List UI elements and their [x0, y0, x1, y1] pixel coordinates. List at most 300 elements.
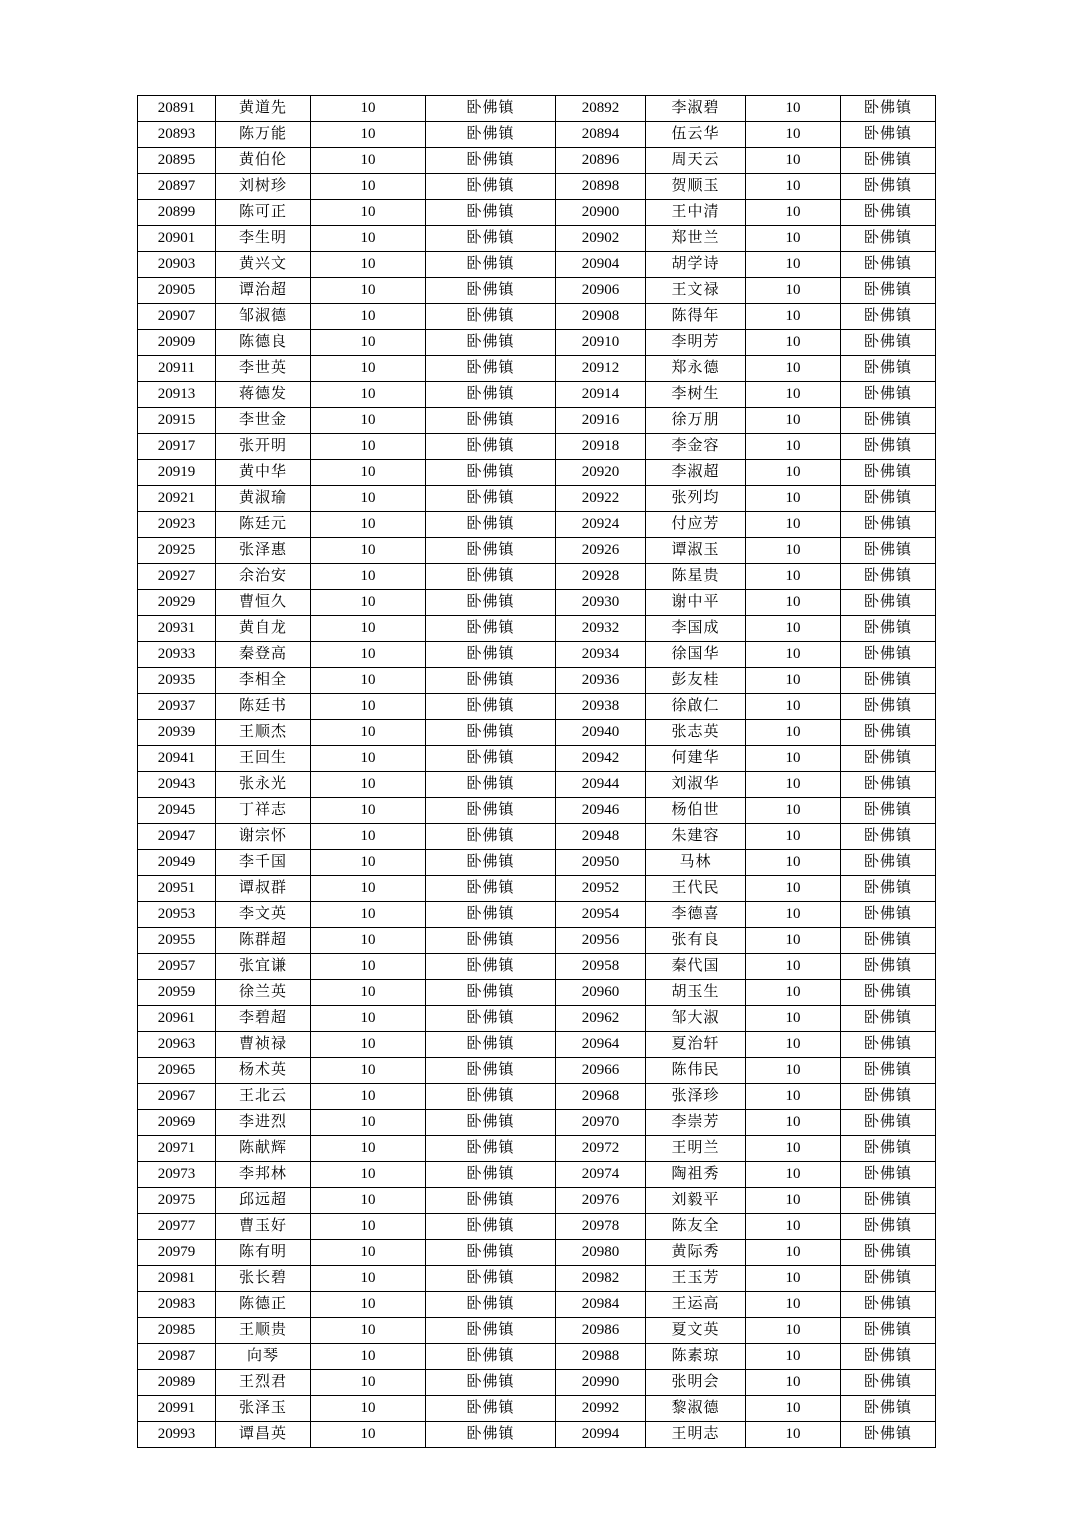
amount-cell: 10 — [746, 746, 841, 772]
id-cell: 20902 — [556, 226, 646, 252]
name-cell: 张志英 — [646, 720, 746, 746]
name-cell: 黄兴文 — [216, 252, 311, 278]
id-cell: 20908 — [556, 304, 646, 330]
town-cell: 卧佛镇 — [426, 902, 556, 928]
table-row — [138, 252, 936, 278]
id-cell: 20953 — [138, 902, 216, 928]
name-cell: 张永光 — [216, 772, 311, 798]
town-cell: 卧佛镇 — [426, 1370, 556, 1396]
name-cell: 王代民 — [646, 876, 746, 902]
name-cell: 贺顺玉 — [646, 174, 746, 200]
town-cell: 卧佛镇 — [426, 824, 556, 850]
town-cell: 卧佛镇 — [841, 798, 936, 824]
table-row — [138, 96, 936, 122]
roster-table — [137, 95, 936, 1448]
town-cell: 卧佛镇 — [426, 356, 556, 382]
town-cell: 卧佛镇 — [841, 694, 936, 720]
amount-cell: 10 — [311, 278, 426, 304]
amount-cell: 10 — [311, 1292, 426, 1318]
id-cell: 20982 — [556, 1266, 646, 1292]
amount-cell: 10 — [311, 1188, 426, 1214]
amount-cell: 10 — [311, 1266, 426, 1292]
town-cell: 卧佛镇 — [426, 538, 556, 564]
town-cell: 卧佛镇 — [841, 1370, 936, 1396]
table-row — [138, 356, 936, 382]
name-cell: 伍云华 — [646, 122, 746, 148]
name-cell: 李碧超 — [216, 1006, 311, 1032]
name-cell: 邱远超 — [216, 1188, 311, 1214]
amount-cell: 10 — [311, 1396, 426, 1422]
amount-cell: 10 — [311, 486, 426, 512]
name-cell: 陈有明 — [216, 1240, 311, 1266]
amount-cell: 10 — [746, 226, 841, 252]
table-row — [138, 486, 936, 512]
amount-cell: 10 — [311, 174, 426, 200]
amount-cell: 10 — [311, 252, 426, 278]
id-cell: 20894 — [556, 122, 646, 148]
amount-cell: 10 — [746, 174, 841, 200]
amount-cell: 10 — [311, 1344, 426, 1370]
table-row — [138, 746, 936, 772]
id-cell: 20947 — [138, 824, 216, 850]
town-cell: 卧佛镇 — [426, 694, 556, 720]
town-cell: 卧佛镇 — [841, 772, 936, 798]
table-row — [138, 1136, 936, 1162]
name-cell: 邹淑德 — [216, 304, 311, 330]
amount-cell: 10 — [746, 694, 841, 720]
id-cell: 20970 — [556, 1110, 646, 1136]
amount-cell: 10 — [746, 1032, 841, 1058]
town-cell: 卧佛镇 — [841, 408, 936, 434]
amount-cell: 10 — [311, 148, 426, 174]
id-cell: 20987 — [138, 1344, 216, 1370]
table-row — [138, 720, 936, 746]
table-row — [138, 876, 936, 902]
amount-cell: 10 — [746, 122, 841, 148]
amount-cell: 10 — [746, 1370, 841, 1396]
id-cell: 20964 — [556, 1032, 646, 1058]
amount-cell: 10 — [746, 434, 841, 460]
name-cell: 杨术英 — [216, 1058, 311, 1084]
id-cell: 20985 — [138, 1318, 216, 1344]
amount-cell: 10 — [746, 1084, 841, 1110]
amount-cell: 10 — [311, 668, 426, 694]
id-cell: 20931 — [138, 616, 216, 642]
amount-cell: 10 — [311, 1240, 426, 1266]
id-cell: 20918 — [556, 434, 646, 460]
table-row — [138, 590, 936, 616]
table-row — [138, 694, 936, 720]
id-cell: 20966 — [556, 1058, 646, 1084]
amount-cell: 10 — [311, 954, 426, 980]
name-cell: 陈伟民 — [646, 1058, 746, 1084]
amount-cell: 10 — [311, 96, 426, 122]
town-cell: 卧佛镇 — [841, 434, 936, 460]
town-cell: 卧佛镇 — [841, 1188, 936, 1214]
id-cell: 20956 — [556, 928, 646, 954]
town-cell: 卧佛镇 — [841, 356, 936, 382]
amount-cell: 10 — [746, 330, 841, 356]
amount-cell: 10 — [746, 408, 841, 434]
town-cell: 卧佛镇 — [426, 1162, 556, 1188]
name-cell: 付应芳 — [646, 512, 746, 538]
name-cell: 李淑超 — [646, 460, 746, 486]
table-row — [138, 668, 936, 694]
id-cell: 20974 — [556, 1162, 646, 1188]
amount-cell: 10 — [746, 876, 841, 902]
id-cell: 20905 — [138, 278, 216, 304]
town-cell: 卧佛镇 — [841, 278, 936, 304]
name-cell: 陈群超 — [216, 928, 311, 954]
table-row — [138, 1084, 936, 1110]
town-cell: 卧佛镇 — [426, 720, 556, 746]
town-cell: 卧佛镇 — [841, 824, 936, 850]
id-cell: 20942 — [556, 746, 646, 772]
id-cell: 20900 — [556, 200, 646, 226]
town-cell: 卧佛镇 — [426, 642, 556, 668]
amount-cell: 10 — [746, 278, 841, 304]
id-cell: 20896 — [556, 148, 646, 174]
name-cell: 曹恒久 — [216, 590, 311, 616]
amount-cell: 10 — [746, 1058, 841, 1084]
id-cell: 20893 — [138, 122, 216, 148]
amount-cell: 10 — [311, 590, 426, 616]
town-cell: 卧佛镇 — [426, 434, 556, 460]
table-row — [138, 1110, 936, 1136]
id-cell: 20978 — [556, 1214, 646, 1240]
name-cell: 曹玉好 — [216, 1214, 311, 1240]
amount-cell: 10 — [746, 798, 841, 824]
amount-cell: 10 — [746, 1006, 841, 1032]
id-cell: 20897 — [138, 174, 216, 200]
amount-cell: 10 — [746, 382, 841, 408]
id-cell: 20949 — [138, 850, 216, 876]
amount-cell: 10 — [746, 980, 841, 1006]
table-row — [138, 174, 936, 200]
id-cell: 20994 — [556, 1422, 646, 1448]
id-cell: 20939 — [138, 720, 216, 746]
town-cell: 卧佛镇 — [426, 1188, 556, 1214]
amount-cell: 10 — [311, 1006, 426, 1032]
town-cell: 卧佛镇 — [426, 1344, 556, 1370]
name-cell: 陈献辉 — [216, 1136, 311, 1162]
amount-cell: 10 — [311, 746, 426, 772]
table-row — [138, 226, 936, 252]
name-cell: 张泽玉 — [216, 1396, 311, 1422]
town-cell: 卧佛镇 — [426, 616, 556, 642]
id-cell: 20937 — [138, 694, 216, 720]
name-cell: 刘树珍 — [216, 174, 311, 200]
name-cell: 黄中华 — [216, 460, 311, 486]
name-cell: 王北云 — [216, 1084, 311, 1110]
town-cell: 卧佛镇 — [841, 902, 936, 928]
town-cell: 卧佛镇 — [841, 1162, 936, 1188]
amount-cell: 10 — [311, 1110, 426, 1136]
name-cell: 李德喜 — [646, 902, 746, 928]
id-cell: 20951 — [138, 876, 216, 902]
table-row — [138, 1396, 936, 1422]
id-cell: 20906 — [556, 278, 646, 304]
town-cell: 卧佛镇 — [426, 772, 556, 798]
amount-cell: 10 — [746, 668, 841, 694]
table-row — [138, 642, 936, 668]
amount-cell: 10 — [746, 1344, 841, 1370]
amount-cell: 10 — [746, 928, 841, 954]
amount-cell: 10 — [311, 304, 426, 330]
amount-cell: 10 — [311, 356, 426, 382]
amount-cell: 10 — [311, 798, 426, 824]
town-cell: 卧佛镇 — [841, 590, 936, 616]
name-cell: 杨伯世 — [646, 798, 746, 824]
town-cell: 卧佛镇 — [841, 980, 936, 1006]
amount-cell: 10 — [311, 1084, 426, 1110]
table-row — [138, 1240, 936, 1266]
table-row — [138, 902, 936, 928]
name-cell: 李千国 — [216, 850, 311, 876]
town-cell: 卧佛镇 — [426, 1084, 556, 1110]
table-row — [138, 772, 936, 798]
id-cell: 20915 — [138, 408, 216, 434]
table-row — [138, 330, 936, 356]
id-cell: 20975 — [138, 1188, 216, 1214]
town-cell: 卧佛镇 — [426, 1292, 556, 1318]
town-cell: 卧佛镇 — [426, 304, 556, 330]
id-cell: 20945 — [138, 798, 216, 824]
amount-cell: 10 — [311, 1032, 426, 1058]
town-cell: 卧佛镇 — [426, 174, 556, 200]
town-cell: 卧佛镇 — [841, 538, 936, 564]
town-cell: 卧佛镇 — [426, 1032, 556, 1058]
amount-cell: 10 — [311, 122, 426, 148]
id-cell: 20986 — [556, 1318, 646, 1344]
name-cell: 夏文英 — [646, 1318, 746, 1344]
amount-cell: 10 — [311, 694, 426, 720]
name-cell: 张开明 — [216, 434, 311, 460]
name-cell: 陈得年 — [646, 304, 746, 330]
table-row — [138, 1266, 936, 1292]
name-cell: 李相全 — [216, 668, 311, 694]
amount-cell: 10 — [311, 876, 426, 902]
town-cell: 卧佛镇 — [426, 954, 556, 980]
amount-cell: 10 — [746, 1214, 841, 1240]
town-cell: 卧佛镇 — [841, 382, 936, 408]
id-cell: 20920 — [556, 460, 646, 486]
town-cell: 卧佛镇 — [841, 226, 936, 252]
name-cell: 陈廷书 — [216, 694, 311, 720]
name-cell: 黄淑瑜 — [216, 486, 311, 512]
name-cell: 陈廷元 — [216, 512, 311, 538]
town-cell: 卧佛镇 — [426, 1136, 556, 1162]
town-cell: 卧佛镇 — [426, 798, 556, 824]
name-cell: 李明芳 — [646, 330, 746, 356]
town-cell: 卧佛镇 — [426, 96, 556, 122]
id-cell: 20981 — [138, 1266, 216, 1292]
name-cell: 李金容 — [646, 434, 746, 460]
id-cell: 20928 — [556, 564, 646, 590]
name-cell: 黄伯伦 — [216, 148, 311, 174]
town-cell: 卧佛镇 — [841, 1032, 936, 1058]
town-cell: 卧佛镇 — [426, 486, 556, 512]
town-cell: 卧佛镇 — [841, 200, 936, 226]
id-cell: 20977 — [138, 1214, 216, 1240]
town-cell: 卧佛镇 — [426, 1240, 556, 1266]
town-cell: 卧佛镇 — [426, 252, 556, 278]
town-cell: 卧佛镇 — [841, 1006, 936, 1032]
amount-cell: 10 — [311, 512, 426, 538]
amount-cell: 10 — [746, 460, 841, 486]
id-cell: 20932 — [556, 616, 646, 642]
amount-cell: 10 — [311, 330, 426, 356]
amount-cell: 10 — [746, 1162, 841, 1188]
table-row — [138, 1188, 936, 1214]
town-cell: 卧佛镇 — [426, 1422, 556, 1448]
name-cell: 张泽惠 — [216, 538, 311, 564]
name-cell: 黎淑德 — [646, 1396, 746, 1422]
town-cell: 卧佛镇 — [426, 590, 556, 616]
id-cell: 20916 — [556, 408, 646, 434]
amount-cell: 10 — [311, 980, 426, 1006]
amount-cell: 10 — [746, 1422, 841, 1448]
id-cell: 20980 — [556, 1240, 646, 1266]
id-cell: 20941 — [138, 746, 216, 772]
id-cell: 20960 — [556, 980, 646, 1006]
id-cell: 20967 — [138, 1084, 216, 1110]
name-cell: 王顺贵 — [216, 1318, 311, 1344]
town-cell: 卧佛镇 — [841, 1110, 936, 1136]
town-cell: 卧佛镇 — [841, 1292, 936, 1318]
name-cell: 刘淑华 — [646, 772, 746, 798]
id-cell: 20903 — [138, 252, 216, 278]
amount-cell: 10 — [746, 720, 841, 746]
amount-cell: 10 — [311, 1162, 426, 1188]
amount-cell: 10 — [746, 96, 841, 122]
id-cell: 20927 — [138, 564, 216, 590]
table-row — [138, 616, 936, 642]
name-cell: 陈可正 — [216, 200, 311, 226]
amount-cell: 10 — [311, 538, 426, 564]
name-cell: 郑永德 — [646, 356, 746, 382]
town-cell: 卧佛镇 — [841, 460, 936, 486]
id-cell: 20895 — [138, 148, 216, 174]
amount-cell: 10 — [746, 252, 841, 278]
amount-cell: 10 — [746, 148, 841, 174]
name-cell: 谢中平 — [646, 590, 746, 616]
amount-cell: 10 — [311, 642, 426, 668]
name-cell: 李进烈 — [216, 1110, 311, 1136]
id-cell: 20992 — [556, 1396, 646, 1422]
id-cell: 20938 — [556, 694, 646, 720]
town-cell: 卧佛镇 — [426, 278, 556, 304]
name-cell: 张长碧 — [216, 1266, 311, 1292]
name-cell: 王明志 — [646, 1422, 746, 1448]
amount-cell: 10 — [311, 460, 426, 486]
id-cell: 20919 — [138, 460, 216, 486]
town-cell: 卧佛镇 — [841, 1214, 936, 1240]
name-cell: 李国成 — [646, 616, 746, 642]
amount-cell: 10 — [311, 1318, 426, 1344]
id-cell: 20989 — [138, 1370, 216, 1396]
name-cell: 王运高 — [646, 1292, 746, 1318]
amount-cell: 10 — [311, 434, 426, 460]
town-cell: 卧佛镇 — [841, 720, 936, 746]
name-cell: 王中清 — [646, 200, 746, 226]
town-cell: 卧佛镇 — [841, 1266, 936, 1292]
amount-cell: 10 — [311, 564, 426, 590]
town-cell: 卧佛镇 — [426, 330, 556, 356]
table-row — [138, 512, 936, 538]
id-cell: 20921 — [138, 486, 216, 512]
amount-cell: 10 — [746, 1292, 841, 1318]
name-cell: 王玉芳 — [646, 1266, 746, 1292]
amount-cell: 10 — [311, 200, 426, 226]
amount-cell: 10 — [311, 720, 426, 746]
town-cell: 卧佛镇 — [841, 928, 936, 954]
name-cell: 徐万朋 — [646, 408, 746, 434]
id-cell: 20943 — [138, 772, 216, 798]
name-cell: 张有良 — [646, 928, 746, 954]
name-cell: 谭叔群 — [216, 876, 311, 902]
table-row — [138, 460, 936, 486]
amount-cell: 10 — [746, 954, 841, 980]
amount-cell: 10 — [311, 382, 426, 408]
id-cell: 20979 — [138, 1240, 216, 1266]
amount-cell: 10 — [311, 824, 426, 850]
amount-cell: 10 — [311, 1058, 426, 1084]
table-row — [138, 1422, 936, 1448]
name-cell: 李世金 — [216, 408, 311, 434]
town-cell: 卧佛镇 — [841, 1084, 936, 1110]
name-cell: 彭友桂 — [646, 668, 746, 694]
id-cell: 20892 — [556, 96, 646, 122]
town-cell: 卧佛镇 — [841, 1058, 936, 1084]
name-cell: 蒋德发 — [216, 382, 311, 408]
name-cell: 陈德正 — [216, 1292, 311, 1318]
name-cell: 王顺杰 — [216, 720, 311, 746]
town-cell: 卧佛镇 — [426, 512, 556, 538]
table-row — [138, 824, 936, 850]
name-cell: 邹大淑 — [646, 1006, 746, 1032]
amount-cell: 10 — [311, 902, 426, 928]
town-cell: 卧佛镇 — [426, 460, 556, 486]
name-cell: 向琴 — [216, 1344, 311, 1370]
id-cell: 20948 — [556, 824, 646, 850]
name-cell: 张列均 — [646, 486, 746, 512]
town-cell: 卧佛镇 — [841, 954, 936, 980]
id-cell: 20910 — [556, 330, 646, 356]
town-cell: 卧佛镇 — [841, 486, 936, 512]
name-cell: 何建华 — [646, 746, 746, 772]
name-cell: 谢宗怀 — [216, 824, 311, 850]
name-cell: 张宜谦 — [216, 954, 311, 980]
id-cell: 20914 — [556, 382, 646, 408]
name-cell: 马林 — [646, 850, 746, 876]
town-cell: 卧佛镇 — [426, 928, 556, 954]
town-cell: 卧佛镇 — [426, 876, 556, 902]
name-cell: 陈星贵 — [646, 564, 746, 590]
table-row — [138, 278, 936, 304]
name-cell: 李文英 — [216, 902, 311, 928]
id-cell: 20968 — [556, 1084, 646, 1110]
id-cell: 20958 — [556, 954, 646, 980]
town-cell: 卧佛镇 — [841, 642, 936, 668]
id-cell: 20962 — [556, 1006, 646, 1032]
id-cell: 20944 — [556, 772, 646, 798]
amount-cell: 10 — [311, 408, 426, 434]
name-cell: 陈友全 — [646, 1214, 746, 1240]
table-row — [138, 954, 936, 980]
town-cell: 卧佛镇 — [841, 668, 936, 694]
amount-cell: 10 — [311, 1214, 426, 1240]
